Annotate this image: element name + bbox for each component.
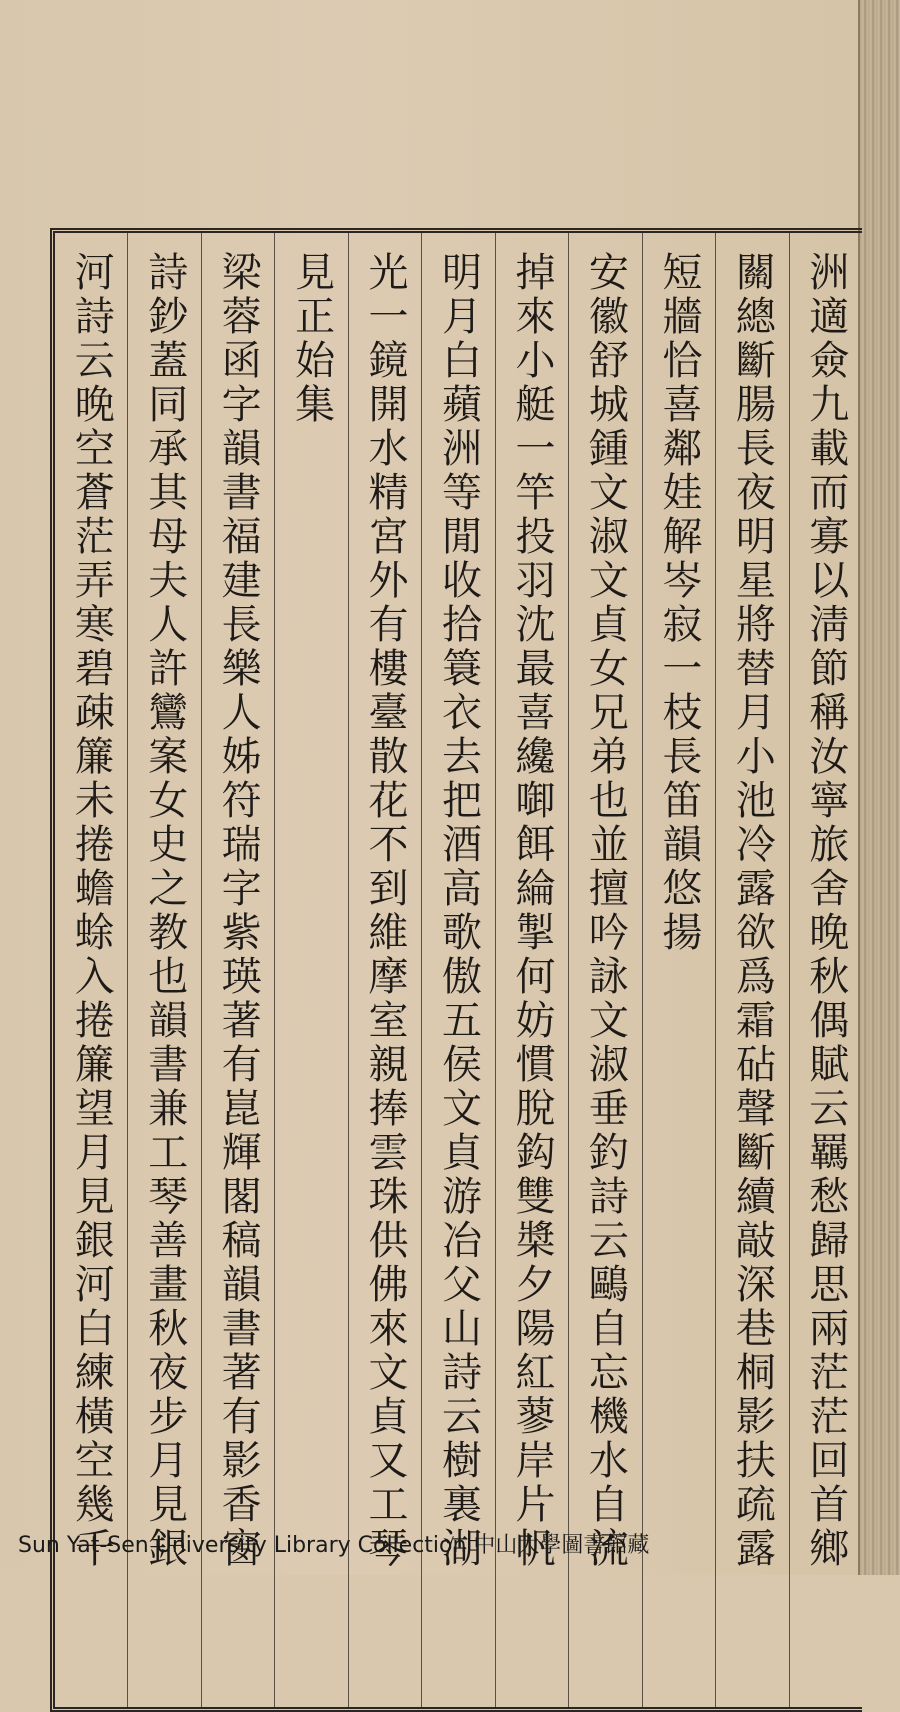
text-column xyxy=(274,233,347,1707)
column-text: 梁蓉函字韻書福建長樂人姊符瑞字紫瑛著有崑輝閣稿韻書著有影香窗 xyxy=(215,251,262,1571)
text-column xyxy=(348,233,421,1707)
text-column xyxy=(715,233,788,1707)
column-text: 安徽舒城鍾文淑文貞女兄弟也並擅吟詠文淑垂釣詩云鷗自忘機水自流 xyxy=(582,251,629,1571)
text-column xyxy=(642,233,715,1707)
column-text: 見正始集 xyxy=(288,251,335,427)
column-text: 詩鈔蓋同承其母夫人許鸞案女史之教也韻書兼工琴善畫秋夜步月見銀 xyxy=(141,251,188,1571)
text-column xyxy=(789,233,862,1707)
text-column xyxy=(55,233,127,1707)
text-column xyxy=(201,233,274,1707)
book-spine xyxy=(858,0,900,1575)
column-text: 洲適僉九載而寡以淸節稱汝寧旅舍晚秋偶賦云羈愁歸思兩茫茫回首鄉 xyxy=(802,251,849,1571)
column-text: 關總斷腸長夜明星將替月小池冷露欲爲霜砧聲斷續敲深巷桐影扶疏露 xyxy=(729,251,776,1571)
column-text: 光一鏡開水精宮外有樓臺散花不到維摩室親捧雲珠供佛來文貞又工琴 xyxy=(362,251,409,1571)
text-frame xyxy=(50,228,862,1712)
text-column xyxy=(568,233,641,1707)
column-text: 河詩云晚空蒼茫弄寒碧疎簾未捲蟾蜍入捲簾望月見銀河白練橫空幾千 xyxy=(68,251,115,1571)
column-text: 短牆恰喜鄰娃解岑寂一枝長笛韻悠揚 xyxy=(655,251,702,955)
text-column xyxy=(495,233,568,1707)
text-columns xyxy=(55,233,862,1707)
column-text: 掉來小艇一竿投羽沈最喜纔啣餌綸掣何妨慣脫鈎雙槳夕陽紅蓼岸片帆 xyxy=(508,251,555,1571)
text-column xyxy=(127,233,200,1707)
text-column xyxy=(421,233,494,1707)
column-text: 明月白蘋洲等閒收拾簑衣去把酒高歌傲五侯文貞游冶父山詩云樹裏湖 xyxy=(435,251,482,1571)
collection-credit: Sun Yat-Sen University Library Collection 中山大學圖書館藏 xyxy=(18,1533,650,1558)
